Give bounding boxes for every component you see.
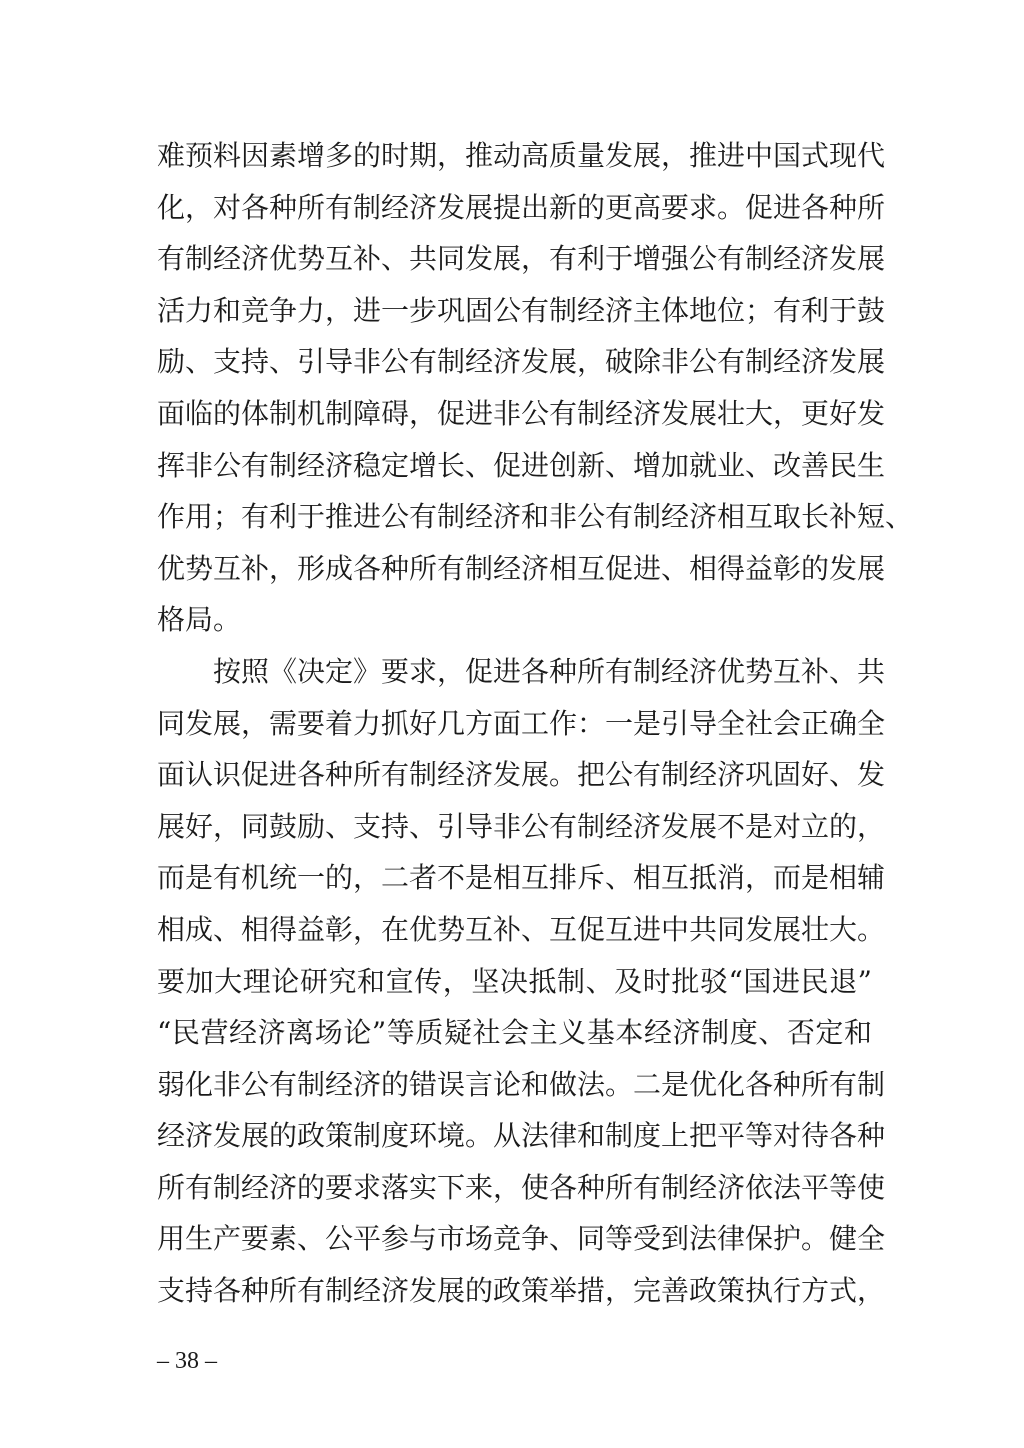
paragraph-line: 支持各种所有制经济发展的政策举措，完善政策执行方式， <box>157 1274 886 1308</box>
paragraph-1 <box>157 130 914 646</box>
paragraph-line: “民营经济离场论”等质疑社会主义基本经济制度、否定和 <box>157 1016 872 1050</box>
paragraph-line: 所有制经济的要求落实下来，使各种所有制经济依法平等使 <box>157 1170 886 1204</box>
paragraph-line: 同发展，需要着力抓好几方面工作：一是引导全社会正确全 <box>157 706 886 740</box>
paragraph-line: 格局。 <box>157 603 242 637</box>
paragraph-line: 优势互补，形成各种所有制经济相互促进、相得益彰的发展 <box>157 551 886 585</box>
paragraph-line: 要加大理论研究和宣传，坚决抵制、及时批驳“国进民退” <box>157 964 872 998</box>
paragraph-line: 化，对各种所有制经济发展提出新的更高要求。促进各种所 <box>157 190 886 224</box>
paragraph-line: 励、支持、引导非公有制经济发展，破除非公有制经济发展 <box>157 345 886 379</box>
body-text <box>157 130 914 1317</box>
paragraph-line: 经济发展的政策制度环境。从法律和制度上把平等对待各种 <box>157 1119 886 1153</box>
paragraph-line: 按照《决定》要求，促进各种所有制经济优势互补、共 <box>213 654 886 688</box>
paragraph-line: 面认识促进各种所有制经济发展。把公有制经济巩固好、发 <box>157 758 886 792</box>
paragraph-line: 相成、相得益彰，在优势互补、互促互进中共同发展壮大。 <box>157 912 886 946</box>
paragraph-line: 用生产要素、公平参与市场竞争、同等受到法律保护。健全 <box>157 1222 886 1256</box>
paragraph-line: 活力和竞争力，进一步巩固公有制经济主体地位；有利于鼓 <box>157 293 886 327</box>
paragraph-line: 面临的体制机制障碍，促进非公有制经济发展壮大，更好发 <box>157 396 886 430</box>
paragraph-line: 展好，同鼓励、支持、引导非公有制经济发展不是对立的， <box>157 809 886 843</box>
paragraph-line: 挥非公有制经济稳定增长、促进创新、增加就业、改善民生 <box>157 448 886 482</box>
paragraph-line: 而是有机统一的，二者不是相互排斥、相互抵消，而是相辅 <box>157 861 886 895</box>
paragraph-line: 难预料因素增多的时期，推动高质量发展，推进中国式现代 <box>157 139 886 172</box>
paragraph-line: 作用；有利于推进公有制经济和非公有制经济相互取长补短、 <box>157 500 914 534</box>
page-number: – 38 – <box>157 1348 217 1374</box>
paragraph-line: 弱化非公有制经济的错误言论和做法。二是优化各种所有制 <box>157 1067 886 1101</box>
paragraph-2 <box>157 646 886 1317</box>
paragraph-line: 有制经济优势互补、共同发展，有利于增强公有制经济发展 <box>157 242 886 276</box>
